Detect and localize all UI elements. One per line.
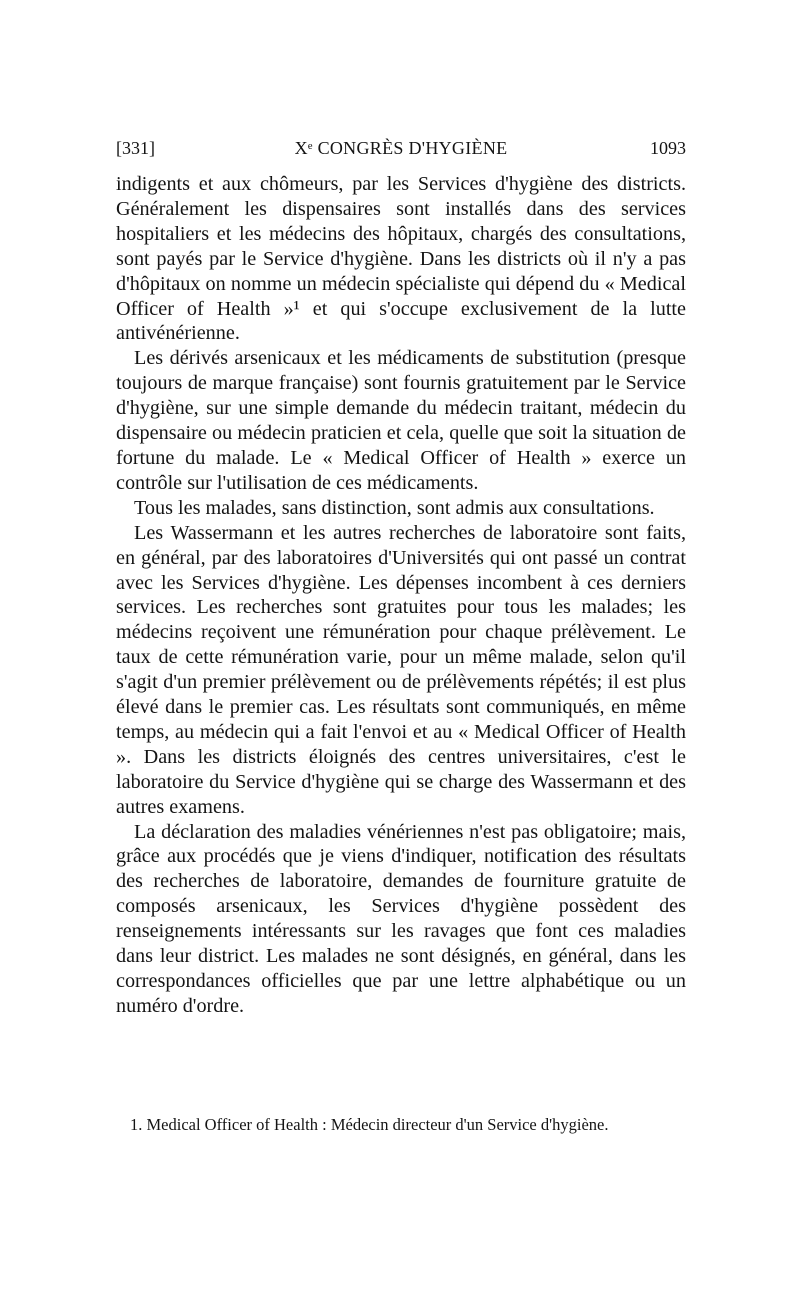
paragraph-1: indigents et aux chômeurs, par les Services d'hygiène des districts. Généralement les dispensaires sont installés dans des services hospitaliers et les médecins des hôpitaux, chargés des consultations, sont payés par le Service d'hygiène. Dans les districts où il n'y a pas d'hôpitaux on nomme un médecin spécialiste qui dépend du « Medical Officer of Health »¹ et qui s'occupe exclusivement de la lutte antivénérienne. [116,173,686,345]
paragraph-4: Les Wassermann et les autres recherches de laboratoire sont faits, en général, par des laboratoires d'Universités qui ont passé un contrat avec les Services d'hygiène. Les dépenses incombent à ces derniers services. Les recherches sont gratuites pour tous les malades; les médecins reçoivent une rémunération pour chaque prélèvement. Le taux de cette rémunération varie, pour un même malade, selon qu'il s'agit d'un premier prélèvement ou de prélèvements répétés; il est plus élevé dans le premier cas. Les résultats sont communiqués, en même temps, au médecin qui a fait l'envoi et au « Medical Officer of Health ». Dans les districts éloignés des centres universitaires, c'est le laboratoire du Service d'hygiène qui se charge des Wassermann et des autres examens. [116,521,686,818]
paragraph-5: La déclaration des maladies vénériennes n'est pas obligatoire; mais, grâce aux procédés que je viens d'indiquer, notification des résultats des recherches de laboratoire, demandes de fourniture gratuite de composés arsenicaux, les Services d'hygiène possèdent des renseignements intéressants sur les ravages que font ces maladies dans leur district. Les malades ne sont désignés, en général, dans les correspondances officielles que par une lettre alphabétique ou un numéro d'ordre. [116,820,686,1017]
document-page [116,0,686,1304]
page-number: 1093 [650,138,686,158]
footnote: 1. Medical Officer of Health : Médecin directeur d'un Service d'hygiène. [130,1115,609,1134]
page-reference: [331] [116,138,155,158]
body-text [116,172,686,1019]
paragraph-3: Tous les malades, sans distinction, sont admis aux consultations. [134,496,655,519]
running-head [116,135,686,161]
running-title: Xᵉ CONGRÈS D'HYGIÈNE [294,138,508,158]
paragraph-2: Les dérivés arsenicaux et les médicaments de substitution (presque toujours de marque française) sont fournis gratuitement par le Service d'hygiène, sur une simple demande du médecin traitant, médecin du dispensaire ou médecin praticien et cela, quelle que soit la situation de fortune du malade. Le « Medical Officer of Health » exerce un contrôle sur l'utilisation de ces médicaments. [116,347,686,494]
